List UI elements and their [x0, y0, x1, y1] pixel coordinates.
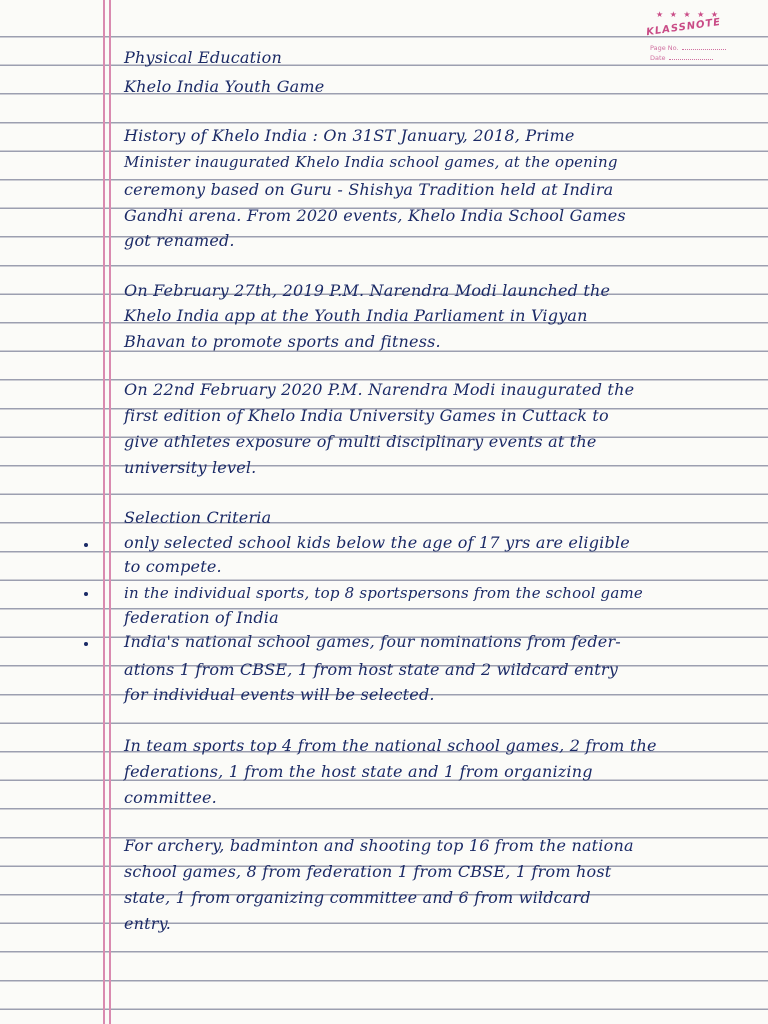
page-subtitle: Khelo India Youth Game — [124, 77, 325, 96]
bullet-text: in the individual sports, top 8 sportspersons from the school game — [124, 584, 644, 602]
bullet-dot — [84, 543, 88, 547]
text-line: entry. — [124, 914, 172, 933]
text-line: On February 27th, 2019 P.M. Narendra Modi launched the — [124, 281, 611, 300]
text-line: On 22nd February 2020 P.M. Narendra Modi inaugurated the — [124, 380, 635, 399]
text-line: ceremony based on Guru - Shishya Tradition held at Indira — [124, 180, 614, 199]
bullet-text: ations 1 from CBSE, 1 from host state and 2 wildcard entry — [124, 660, 618, 679]
text-line: In team sports top 4 from the national school games, 2 from the — [124, 736, 657, 755]
margin-line — [103, 0, 105, 1024]
bullet-dot — [84, 642, 88, 646]
text-line: History of Khelo India : On 31ST January, 2018, Prime — [124, 126, 575, 145]
bullet-dot — [84, 592, 88, 596]
text-line: committee. — [124, 788, 217, 807]
text-line: university level. — [124, 458, 257, 477]
text-line: federations, 1 from the host state and 1 from organizing — [124, 762, 593, 781]
text-line: school games, 8 from federation 1 from CBSE, 1 from host — [124, 862, 612, 881]
bullet-text: India's national school games, four nominations from feder- — [124, 632, 621, 651]
text-line: Minister inaugurated Khelo India school games, at the opening — [124, 153, 618, 171]
text-line: For archery, badminton and shooting top 16 from the nationa — [124, 836, 634, 855]
date-label: Date — [650, 54, 666, 62]
brand-stars: ★ ★ ★ ★ ★ — [656, 10, 721, 19]
date-field — [650, 54, 713, 62]
text-line: give athletes exposure of multi disciplinary events at the — [124, 432, 597, 451]
notebook-brand-header — [620, 10, 740, 62]
text-line: Bhavan to promote sports and fitness. — [124, 332, 441, 351]
margin-line — [109, 0, 111, 1024]
text-line: Khelo India app at the Youth India Parliament in Vigyan — [124, 306, 588, 325]
bullet-text: only selected school kids below the age of 17 yrs are eligible — [124, 533, 630, 552]
bullet-text: to compete. — [124, 557, 222, 576]
text-line: got renamed. — [124, 231, 235, 250]
page-title: Physical Education — [124, 48, 282, 67]
brand-logo: KLASSNOTE — [645, 16, 722, 39]
page-no-field — [650, 44, 726, 52]
bullet-text: federation of India — [124, 608, 279, 627]
page-no-label: Page No. — [650, 44, 679, 52]
text-line: Gandhi arena. From 2020 events, Khelo India School Games — [124, 206, 626, 225]
text-line: state, 1 from organizing committee and 6 from wildcard — [124, 888, 591, 907]
bullet-text: for individual events will be selected. — [124, 685, 435, 704]
section-heading: Selection Criteria — [124, 508, 272, 527]
text-line: first edition of Khelo India University Games in Cuttack to — [124, 406, 609, 425]
